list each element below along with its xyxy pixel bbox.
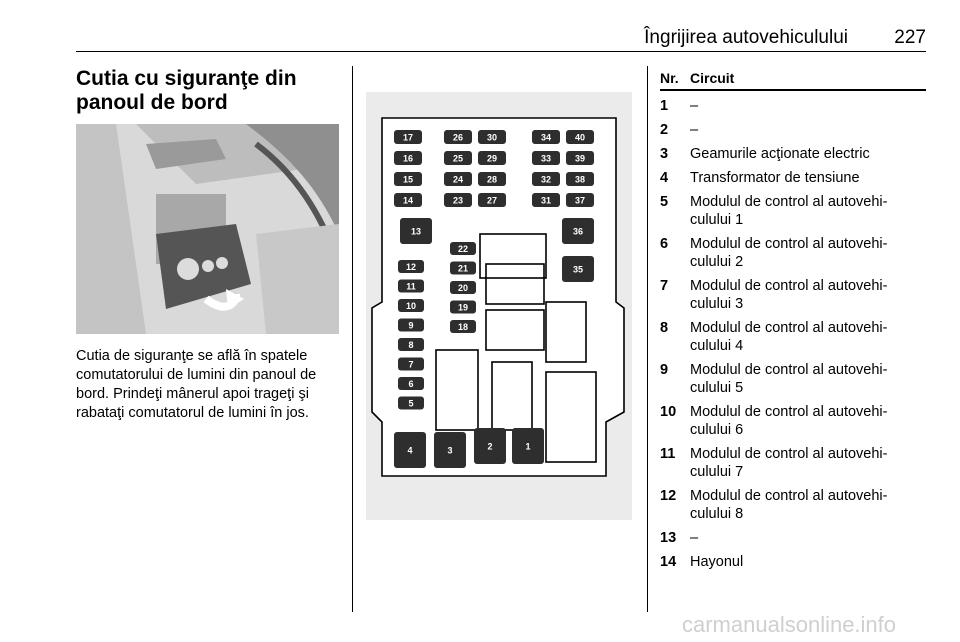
fuse-box-diagram xyxy=(366,92,632,520)
fuse-top xyxy=(566,151,594,165)
fuse-mid xyxy=(450,242,476,255)
page-header xyxy=(76,22,926,52)
fuse-circuit: Modulul de control al autovehi- culului 7 xyxy=(690,446,888,480)
table-row xyxy=(660,169,926,187)
fuse-top-label: 26 xyxy=(452,132,464,143)
table-row xyxy=(660,403,926,439)
fuse-circuit: Transformator de tensiune xyxy=(690,170,860,186)
watermark: carmanualsonline.info xyxy=(682,612,897,637)
fuse-top xyxy=(478,193,506,207)
fuse-top-label: 40 xyxy=(574,132,586,143)
fuse-top-label: 23 xyxy=(452,195,464,206)
fuse-left-label: 7 xyxy=(408,359,414,370)
fuse-top xyxy=(532,193,560,207)
fuse-left xyxy=(398,377,424,390)
fuse-table xyxy=(660,66,926,571)
fuse-left-label: 6 xyxy=(408,379,414,389)
fuse-circuit: – xyxy=(690,98,699,114)
fuse-top-label: 16 xyxy=(402,153,414,164)
fuse-number: 1 xyxy=(660,98,669,114)
relay xyxy=(512,428,544,464)
fuse-top xyxy=(478,172,506,186)
table-row xyxy=(660,235,926,271)
fuse-left-label: 11 xyxy=(406,281,416,292)
fuse-mid-label: 22 xyxy=(457,244,469,254)
fuse-number: 14 xyxy=(660,554,677,570)
dashboard-photo xyxy=(76,124,339,334)
fuse-number: 12 xyxy=(660,488,677,504)
header-circuit: Circuit xyxy=(690,69,735,86)
fuse-left-label: 5 xyxy=(408,398,414,409)
relay xyxy=(434,432,466,468)
fuse-circuit: Modulul de control al autovehi- culului 1 xyxy=(690,194,888,228)
column-divider-right xyxy=(647,66,648,612)
fuse-top-label: 27 xyxy=(486,195,498,206)
fuse-left xyxy=(398,260,424,273)
fuse-mid xyxy=(450,262,476,275)
relay xyxy=(394,432,426,468)
fuse-top-label: 34 xyxy=(540,132,552,143)
fuse-top-label: 38 xyxy=(574,174,586,185)
fuse-number: 4 xyxy=(660,170,669,186)
fuse-top xyxy=(394,172,422,186)
fuse-top-label: 32 xyxy=(540,174,552,185)
table-header xyxy=(660,66,926,91)
page-number: 227 xyxy=(894,27,926,48)
fuse-circuit: Hayonul xyxy=(690,554,744,570)
fuse-mid-label: 20 xyxy=(457,283,469,293)
fuse-mid-label: 21 xyxy=(457,263,469,274)
table-row xyxy=(660,193,926,229)
fuse-mid xyxy=(450,320,476,333)
fuse-circuit: – xyxy=(690,530,699,546)
relay xyxy=(562,256,594,282)
fuse-top xyxy=(532,151,560,165)
fuse-top xyxy=(478,130,506,144)
fuse-number: 6 xyxy=(660,236,669,252)
fuse-left xyxy=(398,358,424,371)
fuse-top xyxy=(532,172,560,186)
relay-label: 35 xyxy=(572,264,584,275)
fuse-top-label: 24 xyxy=(452,174,464,185)
fuse-number: 2 xyxy=(660,122,669,138)
fuse-number: 9 xyxy=(660,362,669,378)
relay-label: 36 xyxy=(572,226,584,237)
table-row xyxy=(660,529,926,547)
fuse-top xyxy=(478,151,506,165)
fuse-top-label: 29 xyxy=(486,153,498,164)
fuse-top-label: 31 xyxy=(540,195,552,206)
fuse-top-label: 25 xyxy=(452,153,464,164)
fuse-left xyxy=(398,280,424,293)
fuse-left-label: 12 xyxy=(405,262,417,272)
fuse-top xyxy=(532,130,560,144)
fuse-number: 5 xyxy=(660,194,669,210)
fuse-top xyxy=(444,130,472,144)
fuse-box-svg xyxy=(366,92,632,520)
fuse-number: 7 xyxy=(660,278,669,294)
relay-label: 4 xyxy=(407,445,413,456)
relay xyxy=(562,218,594,244)
fuse-circuit: Geamurile acţionate electric xyxy=(690,146,870,162)
table-row xyxy=(660,319,926,355)
column-divider-left xyxy=(352,66,353,612)
fuse-top-label: 30 xyxy=(486,132,498,143)
caption-text: Cutia de siguranţe se află în spatele comutatorului de lumini din panoul de bord. Prindeţi mânerul apoi trageţi şi rabataţi comutatorul de lumini în jos. xyxy=(76,348,317,421)
fuse-mid xyxy=(450,281,476,294)
relay-label: 3 xyxy=(447,445,453,456)
fuse-top xyxy=(444,172,472,186)
table-row xyxy=(660,97,926,115)
relay-label: 1 xyxy=(525,441,531,452)
relay xyxy=(474,428,506,464)
fuse-circuit: Modulul de control al autovehi- culului 6 xyxy=(690,404,888,438)
fuse-number: 10 xyxy=(660,404,677,420)
fuse-top xyxy=(444,151,472,165)
relay-label: 2 xyxy=(487,441,493,452)
fuse-left-label: 9 xyxy=(408,320,414,331)
fuse-left xyxy=(398,299,424,312)
fuse-left-label: 8 xyxy=(408,340,414,350)
fuse-mid xyxy=(450,301,476,314)
fuse-top xyxy=(394,130,422,144)
fuse-top xyxy=(394,151,422,165)
fuse-top-label: 17 xyxy=(402,132,414,143)
fuse-circuit: Modulul de control al autovehi- culului 2 xyxy=(690,236,888,270)
fuse-number: 11 xyxy=(660,446,676,462)
table-row xyxy=(660,145,926,163)
header-nr: Nr. xyxy=(660,69,679,86)
relay xyxy=(400,218,432,244)
fuse-top-label: 15 xyxy=(402,174,414,185)
fuse-top-label: 37 xyxy=(574,195,586,206)
fuse-circuit: Modulul de control al autovehi- culului 4 xyxy=(690,320,888,354)
fuse-circuit: Modulul de control al autovehi- culului 8 xyxy=(690,488,888,522)
table-row xyxy=(660,487,926,523)
table-row xyxy=(660,277,926,313)
fuse-number: 13 xyxy=(660,530,677,546)
fuse-top-label: 14 xyxy=(402,195,414,206)
fuse-circuit: – xyxy=(690,122,699,138)
fuse-top xyxy=(566,130,594,144)
fuse-number: 3 xyxy=(660,146,669,162)
relay-label: 13 xyxy=(410,226,422,237)
table-row xyxy=(660,361,926,397)
fuse-circuit: Modulul de control al autovehi- culului 3 xyxy=(690,278,888,312)
fuse-mid-label: 19 xyxy=(457,302,469,313)
header-title: Îngrijirea autovehiculului xyxy=(644,27,848,48)
fuse-top xyxy=(444,193,472,207)
fuse-top xyxy=(566,193,594,207)
fuse-left xyxy=(398,319,424,332)
table-row xyxy=(660,553,926,571)
fuse-top-label: 39 xyxy=(574,153,586,164)
fuse-top xyxy=(394,193,422,207)
fuse-left-label: 10 xyxy=(405,301,417,311)
fuse-circuit: Modulul de control al autovehi- culului 5 xyxy=(690,362,888,396)
fuse-left xyxy=(398,397,424,410)
fuse-left xyxy=(398,338,424,351)
table-row xyxy=(660,121,926,139)
fuse-number: 8 xyxy=(660,320,669,336)
section-title: Cutia cu siguranţe din panoul de bord xyxy=(76,67,297,114)
fuse-mid-label: 18 xyxy=(457,322,469,332)
fuse-top xyxy=(566,172,594,186)
fuse-top-label: 33 xyxy=(540,153,552,164)
table-body xyxy=(660,97,926,571)
fuse-top-label: 28 xyxy=(486,174,498,185)
table-row xyxy=(660,445,926,481)
